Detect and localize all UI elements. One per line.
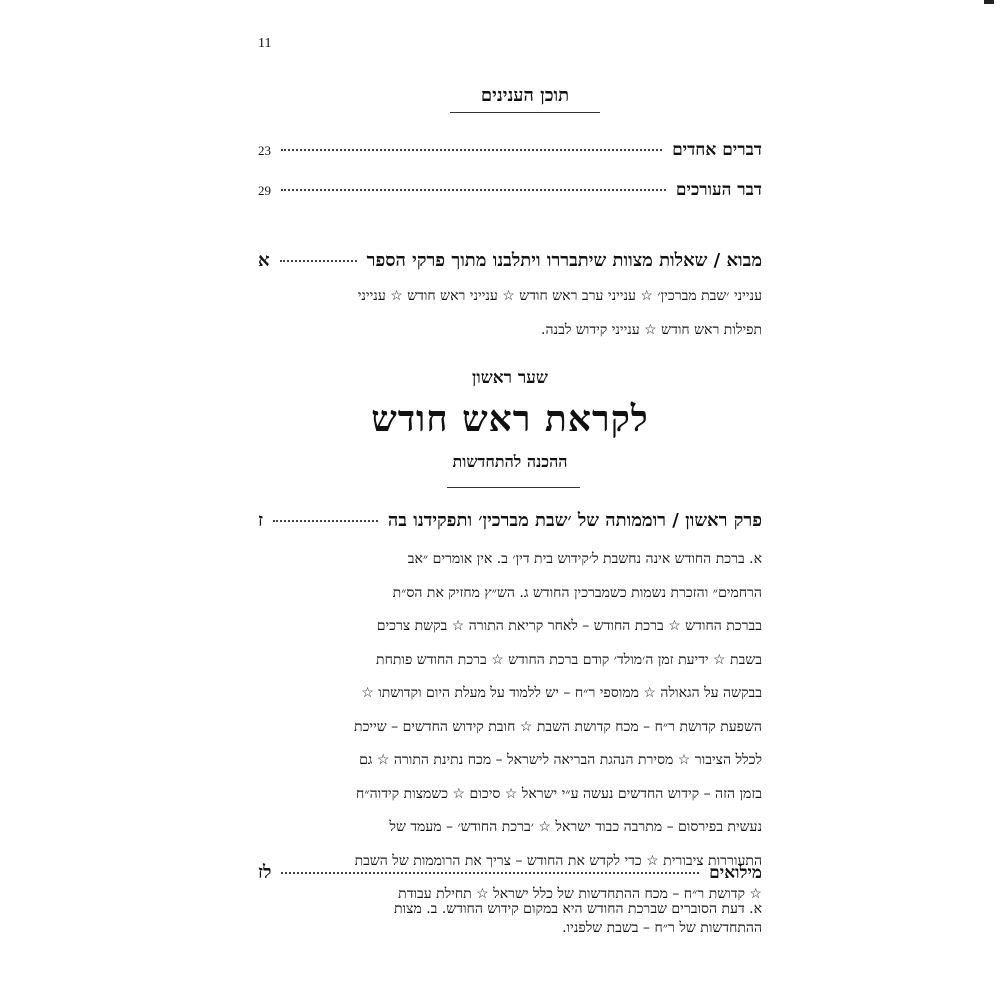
leader-dots — [281, 872, 699, 874]
description-line: בזמן הזה – קידוש החדשים נעשה ע״י ישראל ☆ סיכום ☆ כשמצות קידוה״ח — [355, 785, 762, 802]
description-line: התעוררות ציבורית ☆ כדי לקדש את החודש – צריך את הרוממות של השבת — [354, 852, 762, 869]
toc-entry-title: מבוא / שאלות מצוות שיתבררו ויתלבנו מתוך פרקי הספר — [366, 250, 762, 271]
toc-entry-chapter-1 — [258, 510, 762, 531]
description-line: ההתחדשות של ר״ח – בשבת שלפניו. — [562, 919, 762, 936]
toc-entry-page: לז — [258, 862, 272, 883]
description-line: בברכת החודש ☆ ברכת החודש – לאחר קריאת התורה ☆ בקשת צרכים — [376, 618, 762, 634]
description-line: א. דעת הסוברים שברכת החודש היא במקום קידוש החודש. ב. מצות — [394, 901, 762, 917]
toc-entry-title: דברים אחדים — [672, 140, 762, 160]
chapter-1-description — [267, 543, 762, 945]
toc-entry-page: א — [258, 250, 270, 271]
leader-dots — [273, 520, 378, 522]
description-line: לכלל הציבור ☆ מסירת הנהגת הבריאה לישראל – מכח נתינת התורה ☆ גם — [359, 752, 762, 768]
toc-entry-front-1 — [258, 140, 762, 160]
toc-entry-page: 29 — [258, 183, 271, 198]
section-subtitle: ההכנה להתחדשות — [452, 452, 568, 471]
toc-entry-page: ז — [258, 510, 264, 531]
description-line: נעשית בפירסום – מתרבה כבוד ישראל ☆ ׳ברכת החודש׳ – מעמד של — [389, 819, 762, 835]
leader-dots — [280, 260, 357, 262]
page-number: 11 — [258, 36, 272, 51]
toc-entry-page: 23 — [258, 143, 271, 158]
miluim-description — [267, 893, 762, 927]
section-label: שער ראשון — [472, 368, 548, 388]
description-line: בבקשה על הגאולה ☆ ממוספי ר״ח – יש ללמוד על מעלת היום וקדושתו ☆ — [361, 685, 762, 701]
toc-entry-title: פרק ראשון / רוממותה של ׳שבת מברכין׳ ותפקידנו בה — [387, 510, 762, 531]
toc-entry-front-2 — [258, 180, 762, 200]
description-line: תפילות ראש חודש ☆ ענייני קידוש לבנה. — [541, 321, 762, 338]
intro-description — [292, 280, 762, 347]
description-line: ענייני ׳שבת מברכין׳ ☆ ענייני ערב ראש חודש ☆ ענייני ראש חודש ☆ ענייני — [357, 288, 762, 304]
leader-dots — [281, 149, 662, 151]
leader-dots — [281, 189, 666, 191]
scan-corner-mark — [984, 0, 994, 4]
toc-entry-title: מילואים — [709, 863, 762, 883]
toc-entry-miluim — [258, 862, 762, 883]
toc-title: תוכן הענינים — [450, 85, 600, 113]
toc-entry-title: דבר העורכים — [675, 180, 762, 200]
description-line: א. ברכת החודש אינה נחשבת ל׳קידוש בית דין׳ ב. אין אומרים ״אב — [407, 551, 762, 567]
description-line: בשבת ☆ ידיעת זמן ה׳מולד׳ קודם ברכת החודש ☆ ברכת החודש פותחת — [376, 651, 762, 668]
section-divider — [447, 487, 580, 488]
description-line: השפעת קדושת ר״ח – מכח קדושת השבת ☆ חובת קידוש החדשים – שייכת — [354, 718, 762, 735]
toc-entry-intro — [258, 250, 762, 271]
description-line: ☆ קדושת ר״ח – מכח ההתחדשות של כלל ישראל ☆ תחילת עבודת — [398, 886, 762, 902]
section-title: לקראת ראש חודש — [371, 398, 649, 440]
description-line: הרחמים״ והזכרת נשמות כשמברכין החודש ג. הש״ץ מחזיק את הס״ת — [392, 584, 762, 601]
